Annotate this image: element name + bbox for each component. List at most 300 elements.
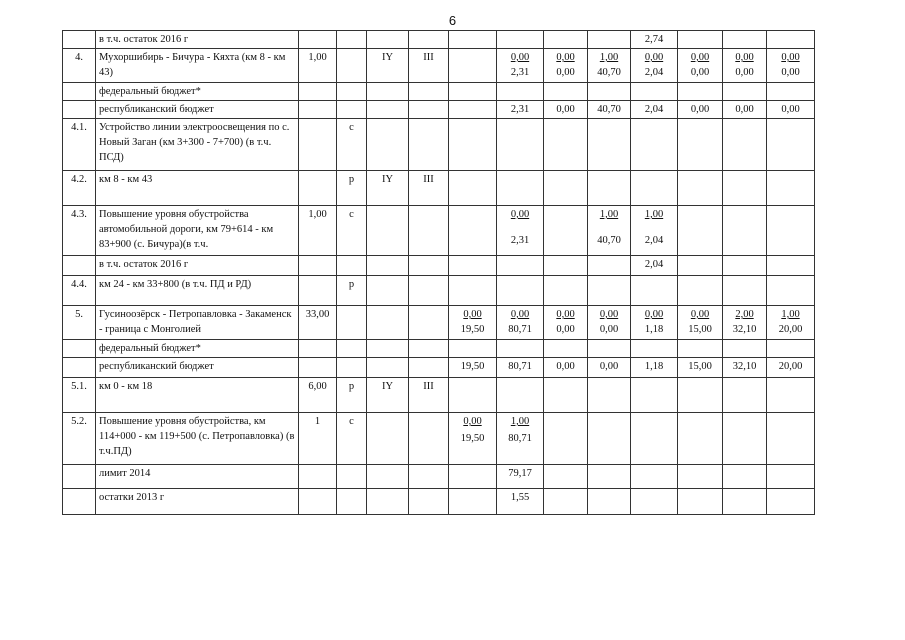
value-cell [723, 256, 767, 276]
value-cell [767, 378, 815, 413]
value-cell [449, 83, 497, 101]
value-cell [588, 306, 631, 340]
row-name-cell: Повышение уровня обустройства, км 114+000 - км 119+500 (с. Петропавловка) (в т.ч.ПД) [96, 413, 299, 465]
table-row [63, 306, 815, 340]
category-cell [367, 276, 409, 306]
row-number-cell: 4.4. [63, 276, 96, 306]
value-cell [767, 31, 815, 49]
cell-value: 40,70 [597, 104, 621, 115]
row-number-cell [63, 83, 96, 101]
value-cell [767, 119, 815, 171]
value-cell [449, 378, 497, 413]
value-cell [723, 276, 767, 306]
category-cell [367, 489, 409, 515]
cell-value: 0,00 [690, 309, 710, 320]
cell-value: 2,04 [644, 67, 664, 78]
length-cell [299, 101, 337, 119]
length-cell: 1 [299, 413, 337, 465]
cell-value: 0,00 [644, 52, 664, 63]
length-cell: 1,00 [299, 49, 337, 83]
value-cell [678, 378, 723, 413]
row-name-cell: км 0 - км 18 [96, 378, 299, 413]
value-cell [678, 465, 723, 489]
value-cell [497, 101, 544, 119]
value-cell [497, 31, 544, 49]
value-cell [544, 306, 588, 340]
value-cell [544, 49, 588, 83]
cell-value: 0,00 [463, 416, 482, 427]
value-cell [767, 171, 815, 206]
value-cell [723, 171, 767, 206]
cell-value: 0,00 [599, 324, 619, 335]
row-name-cell: республиканский бюджет [96, 101, 299, 119]
value-cell [723, 119, 767, 171]
value-cell [678, 340, 723, 358]
value-cell [544, 378, 588, 413]
value-cell [588, 413, 631, 465]
value-cell [767, 465, 815, 489]
value-cell [449, 465, 497, 489]
cell-value: 20,00 [778, 361, 803, 372]
value-cell [588, 49, 631, 83]
cell-value: 0,00 [599, 309, 619, 320]
length-cell [299, 171, 337, 206]
category-cell [409, 256, 449, 276]
cell-value: 0,00 [690, 67, 710, 78]
value-cell [678, 413, 723, 465]
cell-value: 2,31 [510, 104, 530, 115]
value-cell [631, 119, 678, 171]
value-cell [449, 489, 497, 515]
category-cell [367, 340, 409, 358]
value-cell [588, 465, 631, 489]
value-cell [678, 101, 723, 119]
road-program-table [62, 30, 815, 515]
row-number-cell: 4.2. [63, 171, 96, 206]
row-name-cell: Повышение уровня обустройства автомобильной дороги, км 79+614 - км 83+900 (с. Бичура)(в т.ч. [96, 206, 299, 256]
value-cell [497, 358, 544, 378]
value-cell [449, 340, 497, 358]
category-cell [367, 306, 409, 340]
table-row [63, 465, 815, 489]
work-type-cell [337, 49, 367, 83]
length-cell [299, 119, 337, 171]
row-name-cell: лимит 2014 [96, 465, 299, 489]
row-name-cell: Устройство линии электроосвещения по с. Новый Заган (км 3+300 - 7+700) (в т.ч. ПСД) [96, 119, 299, 171]
value-cell [678, 276, 723, 306]
cell-value: 0,00 [735, 52, 754, 63]
value-cell [544, 276, 588, 306]
cell-value: 0,00 [781, 104, 800, 115]
cell-value: 0,00 [556, 361, 575, 372]
value-cell [497, 340, 544, 358]
cell-value: 0,00 [690, 104, 710, 115]
work-type-cell [337, 306, 367, 340]
category-cell [409, 340, 449, 358]
cell-value: 0,00 [510, 52, 530, 63]
value-cell [497, 119, 544, 171]
cell-value: 0,00 [556, 309, 575, 320]
value-cell [678, 31, 723, 49]
value-cell [723, 306, 767, 340]
value-cell [767, 358, 815, 378]
category-cell: III [409, 378, 449, 413]
length-cell [299, 31, 337, 49]
value-cell [631, 171, 678, 206]
value-cell [544, 31, 588, 49]
row-name-cell: км 24 - км 33+800 (в т.ч. ПД и РД) [96, 276, 299, 306]
cell-value: 0,00 [690, 52, 710, 63]
cell-value: 80,71 [508, 433, 532, 444]
value-cell [631, 31, 678, 49]
work-type-cell [337, 101, 367, 119]
cell-value: 0,00 [463, 309, 482, 320]
value-cell [723, 413, 767, 465]
category-cell [367, 83, 409, 101]
cell-value: 19,50 [460, 324, 485, 335]
row-number-cell [63, 101, 96, 119]
row-number-cell [63, 465, 96, 489]
value-cell [449, 413, 497, 465]
category-cell [409, 276, 449, 306]
value-cell [631, 465, 678, 489]
value-cell [497, 306, 544, 340]
row-number-cell: 4.3. [63, 206, 96, 256]
category-cell [367, 206, 409, 256]
row-number-cell: 4. [63, 49, 96, 83]
row-number-cell [63, 256, 96, 276]
value-cell [588, 378, 631, 413]
value-cell [544, 489, 588, 515]
table-row [63, 119, 815, 171]
cell-value: 0,00 [510, 309, 530, 320]
value-cell [497, 171, 544, 206]
value-cell [497, 206, 544, 256]
work-type-cell: р [337, 276, 367, 306]
value-cell [723, 83, 767, 101]
row-number-cell [63, 489, 96, 515]
cell-value: 0,00 [644, 309, 664, 320]
value-cell [631, 358, 678, 378]
value-cell [767, 276, 815, 306]
value-cell [544, 119, 588, 171]
category-cell [367, 358, 409, 378]
value-cell [588, 171, 631, 206]
value-cell [767, 306, 815, 340]
row-name-cell: км 8 - км 43 [96, 171, 299, 206]
value-cell [588, 276, 631, 306]
value-cell [497, 276, 544, 306]
value-cell [449, 306, 497, 340]
cell-value: 1,55 [510, 492, 530, 503]
work-type-cell [337, 489, 367, 515]
value-cell [631, 276, 678, 306]
value-cell [588, 489, 631, 515]
row-name-cell: Мухоршибирь - Бичура - Кяхта (км 8 - км 43) [96, 49, 299, 83]
cell-value: 1,18 [644, 324, 664, 335]
cell-value: 2,31 [510, 235, 530, 246]
value-cell [588, 31, 631, 49]
work-type-cell: с [337, 206, 367, 256]
value-cell [678, 49, 723, 83]
value-cell [449, 206, 497, 256]
category-cell [409, 306, 449, 340]
value-cell [723, 489, 767, 515]
cell-value: 0,00 [556, 67, 575, 78]
cell-value: 32,10 [732, 361, 757, 372]
value-cell [544, 171, 588, 206]
category-cell: IY [367, 171, 409, 206]
value-cell [449, 49, 497, 83]
category-cell [409, 206, 449, 256]
category-cell [367, 119, 409, 171]
value-cell [767, 49, 815, 83]
value-cell [449, 358, 497, 378]
length-cell [299, 465, 337, 489]
table-row [63, 206, 815, 256]
value-cell [588, 256, 631, 276]
value-cell [723, 206, 767, 256]
value-cell [631, 306, 678, 340]
category-cell [409, 465, 449, 489]
cell-value: 2,04 [644, 235, 664, 246]
work-type-cell [337, 465, 367, 489]
value-cell [631, 49, 678, 83]
value-cell [767, 256, 815, 276]
cell-value: 0,00 [556, 324, 575, 335]
cell-value: 79,17 [508, 468, 532, 479]
category-cell [409, 31, 449, 49]
value-cell [449, 119, 497, 171]
value-cell [723, 31, 767, 49]
cell-value: 0,00 [735, 104, 754, 115]
value-cell [497, 378, 544, 413]
value-cell [449, 276, 497, 306]
value-cell [588, 101, 631, 119]
table-row [63, 358, 815, 378]
cell-value: 80,71 [508, 324, 532, 335]
row-name-cell: в т.ч. остаток 2016 г [96, 256, 299, 276]
length-cell [299, 276, 337, 306]
page-number: 6 [448, 13, 457, 28]
row-number-cell [63, 358, 96, 378]
value-cell [497, 83, 544, 101]
table-row [63, 31, 815, 49]
row-name-cell: федеральный бюджет* [96, 340, 299, 358]
value-cell [544, 101, 588, 119]
value-cell [767, 489, 815, 515]
value-cell [631, 256, 678, 276]
table-row [63, 49, 815, 83]
value-cell [544, 206, 588, 256]
cell-value: 2,04 [644, 259, 664, 270]
value-cell [497, 49, 544, 83]
table-row [63, 489, 815, 515]
length-cell [299, 340, 337, 358]
category-cell [367, 465, 409, 489]
value-cell [544, 340, 588, 358]
cell-value: 19,50 [460, 361, 485, 372]
cell-value: 0,00 [510, 209, 530, 220]
value-cell [723, 358, 767, 378]
value-cell [588, 340, 631, 358]
table-row [63, 340, 815, 358]
value-cell [449, 171, 497, 206]
category-cell: III [409, 49, 449, 83]
value-cell [723, 101, 767, 119]
category-cell: IY [367, 49, 409, 83]
category-cell [367, 101, 409, 119]
table-row [63, 171, 815, 206]
cell-value: 0,00 [556, 52, 575, 63]
row-number-cell: 5.2. [63, 413, 96, 465]
value-cell [544, 465, 588, 489]
length-cell [299, 83, 337, 101]
row-number-cell: 5.1. [63, 378, 96, 413]
length-cell: 33,00 [299, 306, 337, 340]
category-cell [367, 31, 409, 49]
cell-value: 40,70 [597, 67, 621, 78]
work-type-cell: с [337, 119, 367, 171]
category-cell: IY [367, 378, 409, 413]
value-cell [631, 378, 678, 413]
value-cell [588, 358, 631, 378]
value-cell [631, 206, 678, 256]
work-type-cell [337, 31, 367, 49]
value-cell [678, 119, 723, 171]
value-cell [631, 101, 678, 119]
row-number-cell [63, 31, 96, 49]
cell-value: 0,00 [781, 52, 800, 63]
row-name-cell: Гусиноозёрск - Петропавловка - Закаменск - граница с Монголией [96, 306, 299, 340]
work-type-cell: р [337, 378, 367, 413]
value-cell [678, 171, 723, 206]
value-cell [588, 206, 631, 256]
cell-value: 2,00 [735, 309, 754, 320]
value-cell [449, 31, 497, 49]
table-row [63, 413, 815, 465]
category-cell [367, 413, 409, 465]
value-cell [588, 119, 631, 171]
value-cell [544, 83, 588, 101]
cell-value: 15,00 [688, 361, 712, 372]
category-cell [409, 489, 449, 515]
cell-value: 32,10 [732, 324, 757, 335]
value-cell [449, 101, 497, 119]
value-cell [497, 413, 544, 465]
value-cell [678, 489, 723, 515]
length-cell: 6,00 [299, 378, 337, 413]
work-type-cell: р [337, 171, 367, 206]
table-row [63, 256, 815, 276]
cell-value: 1,00 [781, 309, 800, 320]
row-name-cell: остатки 2013 г [96, 489, 299, 515]
cell-value: 0,00 [781, 67, 800, 78]
category-cell [409, 83, 449, 101]
cell-value: 2,31 [510, 67, 530, 78]
value-cell [631, 340, 678, 358]
category-cell [409, 358, 449, 378]
length-cell [299, 358, 337, 378]
cell-value: 2,74 [644, 34, 664, 45]
length-cell [299, 256, 337, 276]
row-name-cell: республиканский бюджет [96, 358, 299, 378]
value-cell [723, 49, 767, 83]
cell-value: 1,00 [644, 209, 664, 220]
work-type-cell [337, 358, 367, 378]
table-row [63, 276, 815, 306]
cell-value: 0,00 [599, 361, 619, 372]
value-cell [767, 83, 815, 101]
cell-value: 40,70 [597, 235, 621, 246]
work-type-cell: с [337, 413, 367, 465]
cell-value: 0,00 [556, 104, 575, 115]
value-cell [767, 340, 815, 358]
value-cell [449, 256, 497, 276]
value-cell [631, 83, 678, 101]
cell-value: 1,00 [510, 416, 530, 427]
value-cell [678, 206, 723, 256]
length-cell: 1,00 [299, 206, 337, 256]
value-cell [631, 413, 678, 465]
value-cell [497, 465, 544, 489]
cell-value: 20,00 [778, 324, 803, 335]
category-cell [409, 119, 449, 171]
cell-value: 1,00 [599, 52, 619, 63]
value-cell [767, 206, 815, 256]
value-cell [544, 256, 588, 276]
value-cell [678, 256, 723, 276]
category-cell: III [409, 171, 449, 206]
work-type-cell [337, 83, 367, 101]
value-cell [631, 489, 678, 515]
row-number-cell [63, 340, 96, 358]
value-cell [723, 378, 767, 413]
value-cell [544, 413, 588, 465]
table-row [63, 378, 815, 413]
value-cell [767, 413, 815, 465]
cell-value: 1,00 [599, 209, 619, 220]
value-cell [767, 101, 815, 119]
length-cell [299, 489, 337, 515]
value-cell [723, 340, 767, 358]
value-cell [678, 306, 723, 340]
cell-value: 2,04 [644, 104, 664, 115]
cell-value: 0,00 [735, 67, 754, 78]
value-cell [678, 358, 723, 378]
value-cell [544, 358, 588, 378]
cell-value: 19,50 [460, 433, 485, 444]
table-row [63, 101, 815, 119]
work-type-cell [337, 340, 367, 358]
row-name-cell: в т.ч. остаток 2016 г [96, 31, 299, 49]
row-name-cell: федеральный бюджет* [96, 83, 299, 101]
category-cell [409, 413, 449, 465]
row-number-cell: 5. [63, 306, 96, 340]
category-cell [409, 101, 449, 119]
cell-value: 80,71 [508, 361, 532, 372]
value-cell [497, 256, 544, 276]
row-number-cell: 4.1. [63, 119, 96, 171]
value-cell [678, 83, 723, 101]
value-cell [723, 465, 767, 489]
cell-value: 15,00 [688, 324, 712, 335]
value-cell [497, 489, 544, 515]
table-row [63, 83, 815, 101]
value-cell [588, 83, 631, 101]
work-type-cell [337, 256, 367, 276]
category-cell [367, 256, 409, 276]
